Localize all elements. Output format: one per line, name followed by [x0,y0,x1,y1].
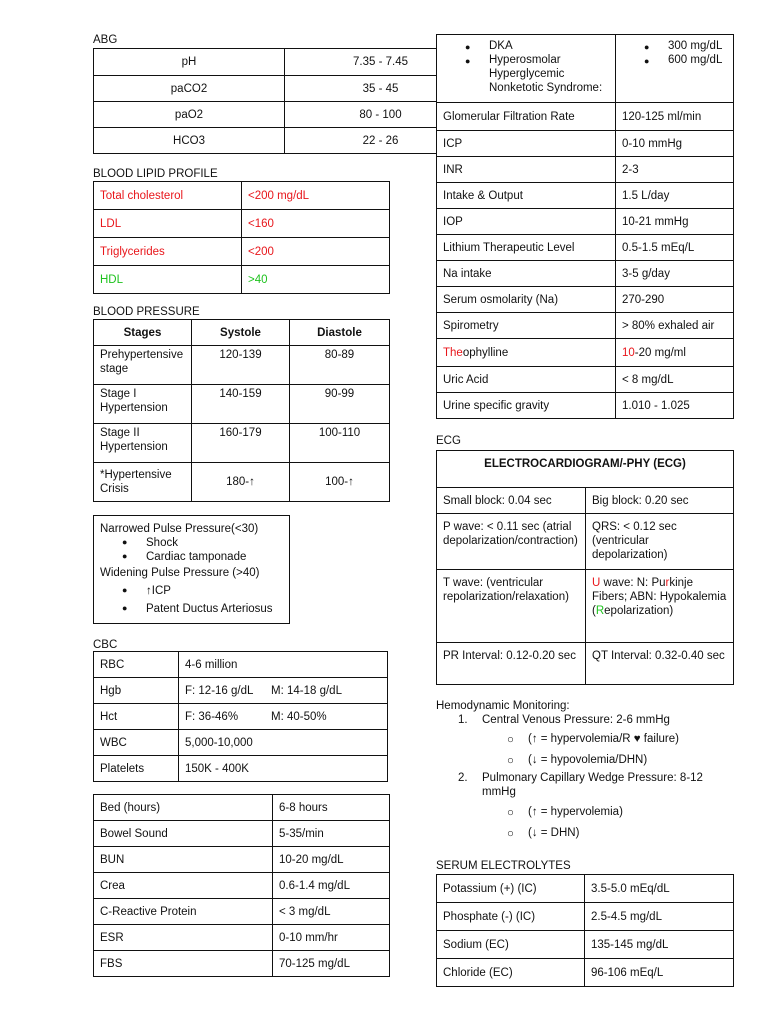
circle-bullet-icon: ○ [507,734,514,746]
u-mid: wave: N: Pu [600,577,666,589]
ecg-qt-interval: QT Interval: 0.32-0.40 sec [586,643,734,685]
misc-value: 5-35/min [273,821,390,847]
electrolyte-value: 2.5-4.5 mg/dL [585,903,734,931]
misc-name: Bowel Sound [94,821,273,847]
abg-value: 35 - 45 [285,76,477,102]
electrolyte-name: Sodium (EC) [437,931,585,959]
electrolyte-name: Chloride (EC) [437,959,585,987]
hemo-num-1: 1. [458,714,468,726]
pulse-item: Shock [146,537,178,549]
misc-name: FBS [94,951,273,977]
cbc-value-m: M: 40-50% [271,710,327,723]
ecg-p-wave: P wave: < 0.11 sec (atrial depolarization/contraction) [437,514,586,570]
misc-value: 10-20 mg/dL [273,847,390,873]
glucose-values-cell [616,35,734,103]
bp-systole: 160-179 [192,424,290,463]
lab-name: Serum osmolarity (Na) [437,287,616,313]
lab-value: 1.5 L/day [616,183,734,209]
narrowed-pulse-pressure: Narrowed Pulse Pressure(<30) [100,523,259,535]
bullet-icon: ● [644,42,650,52]
cbc-name: WBC [94,730,179,756]
circle-bullet-icon: ○ [507,828,514,840]
u-R-green: R [595,605,605,617]
u-after: kinje Fibers; ABN: Hypokalemia ( [592,577,727,617]
cvp-low: (↓ = hypovolemia/DHN) [528,754,648,766]
ecg-heading: ELECTROCARDIOGRAM/-PHY (ECG) [437,451,734,488]
misc-value: < 3 mg/dL [273,899,390,925]
misc-name: ESR [94,925,273,951]
cvp: Central Venous Pressure: 2-6 mmHg [482,714,670,726]
electrolytes-table [436,874,734,987]
cbc-value-f: F: 36-46% [185,710,239,723]
lab-name: Uric Acid [437,367,616,393]
lab-name: Intake & Output [437,183,616,209]
pulse-item: Patent Ductus Arteriosus [146,603,273,615]
bullet-icon: ● [644,56,650,66]
circle-bullet-icon: ○ [507,755,514,767]
lab-value: 1.010 - 1.025 [616,393,734,419]
ecg-t-wave: T wave: (ventricular repolarization/relaxation) [437,570,586,643]
electrolyte-value: 96-106 mEq/L [585,959,734,987]
ecg-table [436,450,734,685]
lipid-name: Total cholesterol [94,182,242,210]
hhns-label: Hyperosmolar Hyperglycemic Nonketotic Syndrome: [489,54,603,94]
misc-value: 0.6-1.4 mg/dL [273,873,390,899]
bullet-icon: ● [122,585,128,595]
pulse-item: ↑ICP [146,585,171,597]
electrolyte-value: 135-145 mg/dL [585,931,734,959]
lab-name: Spirometry [437,313,616,339]
lipid-name: LDL [94,210,242,238]
dka-label: DKA [489,40,513,52]
theophylline-rest: ophylline [462,346,509,359]
right-top-table [436,34,734,419]
u-r-red: r [665,577,670,589]
theophylline-value [616,339,734,367]
misc-value: 6-8 hours [273,795,390,821]
cbc-value-m: M: 14-18 g/dL [271,684,342,697]
bullet-icon: ● [122,603,128,613]
lipid-title: BLOOD LIPID PROFILE [93,168,218,180]
bp-header: Stages [94,320,192,346]
bp-stage: Stage II Hypertension [94,424,192,463]
hyperglycemia-cell [437,35,616,103]
ecg-u-wave [586,570,734,643]
lipid-name: Triglycerides [94,238,242,266]
lab-name: Urine specific gravity [437,393,616,419]
misc-name: Bed (hours) [94,795,273,821]
lab-value: 10-21 mmHg [616,209,734,235]
cbc-value-f: F: 12-16 g/dL [185,684,254,697]
hemo-title: Hemodynamic Monitoring: [436,700,570,712]
bullet-icon: ● [122,551,128,561]
circle-bullet-icon: ○ [507,807,514,819]
lipid-name: HDL [94,266,242,294]
ecg-pr-interval: PR Interval: 0.12-0.20 sec [437,643,586,685]
bp-diastole: 100-110 [290,424,390,463]
hemo-num-2: 2. [458,772,468,784]
cbc-table [93,651,388,782]
cbc-title: CBC [93,639,118,651]
misc-table [93,794,390,977]
bp-title: BLOOD PRESSURE [93,306,200,318]
abg-value: 7.35 - 7.45 [285,49,477,76]
ecg-small-block: Small block: 0.04 sec [437,488,586,514]
bp-systole: 180-↑ [192,463,290,502]
bp-header: Diastole [290,320,390,346]
electrolyte-name: Phosphate (-) (IC) [437,903,585,931]
lipid-value: >40 [242,266,390,294]
bp-systole: 140-159 [192,385,290,424]
theophylline-value-rest: -20 mg/ml [634,346,686,359]
bp-stage: *Hypertensive Crisis [94,463,192,502]
pcwp-low: (↓ = DHN) [528,827,580,839]
cbc-name: Hgb [94,678,179,704]
lab-name: IOP [437,209,616,235]
bp-table [93,319,390,502]
widening-pulse-pressure: Widening Pulse Pressure (>40) [100,567,260,579]
bullet-icon: ● [465,56,471,66]
lab-value: > 80% exhaled air [616,313,734,339]
misc-value: 70-125 mg/dL [273,951,390,977]
lab-name: Lithium Therapeutic Level [437,235,616,261]
lab-value: 0-10 mmHg [616,131,734,157]
lipid-value: <160 [242,210,390,238]
ecg-qrs: QRS: < 0.12 sec (ventricular depolarization) [586,514,734,570]
cbc-value: 5,000-10,000 [185,736,253,749]
pcwp: Pulmonary Capillary Wedge Pressure: 8-12 mmHg [482,772,703,798]
lab-value: 0.5-1.5 mEq/L [616,235,734,261]
bp-diastole: 90-99 [290,385,390,424]
bp-stage: Prehypertensive stage [94,346,192,385]
bullet-icon: ● [122,537,128,547]
abg-title: ABG [93,34,118,46]
lipid-value: <200 [242,238,390,266]
misc-name: BUN [94,847,273,873]
ecg-title: ECG [436,435,461,447]
abg-table [93,48,477,154]
abg-value: 80 - 100 [285,102,477,128]
bp-stage: Stage I Hypertension [94,385,192,424]
ecg-big-block: Big block: 0.20 sec [586,488,734,514]
lab-name: Na intake [437,261,616,287]
cbc-value: 4-6 million [185,658,238,671]
bullet-icon: ● [465,42,471,52]
abg-name: paO2 [94,102,285,128]
lab-name: INR [437,157,616,183]
lab-value: 2-3 [616,157,734,183]
cbc-value: 150K - 400K [185,762,249,775]
cbc-name: RBC [94,652,179,678]
electrolytes-title: SERUM ELECTROLYTES [436,860,571,872]
theophylline-name [437,339,616,367]
abg-name: pH [94,49,285,76]
bp-diastole: 80-89 [290,346,390,385]
cvp-high: (↑ = hypervolemia/R ♥ failure) [528,733,679,745]
pulse-pressure-box [93,515,290,624]
lab-value: < 8 mg/dL [616,367,734,393]
abg-value: 22 - 26 [285,128,477,154]
lipid-value: <200 mg/dL [242,182,390,210]
bp-header: Systole [192,320,290,346]
misc-value: 0-10 mm/hr [273,925,390,951]
dka-value: 300 mg/dL [668,40,723,52]
cbc-name: Platelets [94,756,179,782]
bp-systole: 120-139 [192,346,290,385]
theophylline-value-red: 10 [622,346,635,359]
electrolyte-value: 3.5-5.0 mEq/dL [585,875,734,903]
bp-diastole: 100-↑ [290,463,390,502]
theophylline-red: The [443,346,463,359]
lab-value: 3-5 g/day [616,261,734,287]
pulse-item: Cardiac tamponade [146,551,247,563]
pcwp-high: (↑ = hypervolemia) [528,806,623,818]
electrolyte-name: Potassium (+) (IC) [437,875,585,903]
u-end: epolarization) [604,605,674,617]
abg-name: HCO3 [94,128,285,154]
lab-name: ICP [437,131,616,157]
lipid-table [93,181,390,294]
u-red: U [592,577,601,589]
lab-name: Glomerular Filtration Rate [437,103,616,131]
misc-name: Crea [94,873,273,899]
misc-name: C-Reactive Protein [94,899,273,925]
lab-value: 120-125 ml/min [616,103,734,131]
abg-name: paCO2 [94,76,285,102]
hhns-value: 600 mg/dL [668,54,723,66]
cbc-name: Hct [94,704,179,730]
lab-value: 270-290 [616,287,734,313]
